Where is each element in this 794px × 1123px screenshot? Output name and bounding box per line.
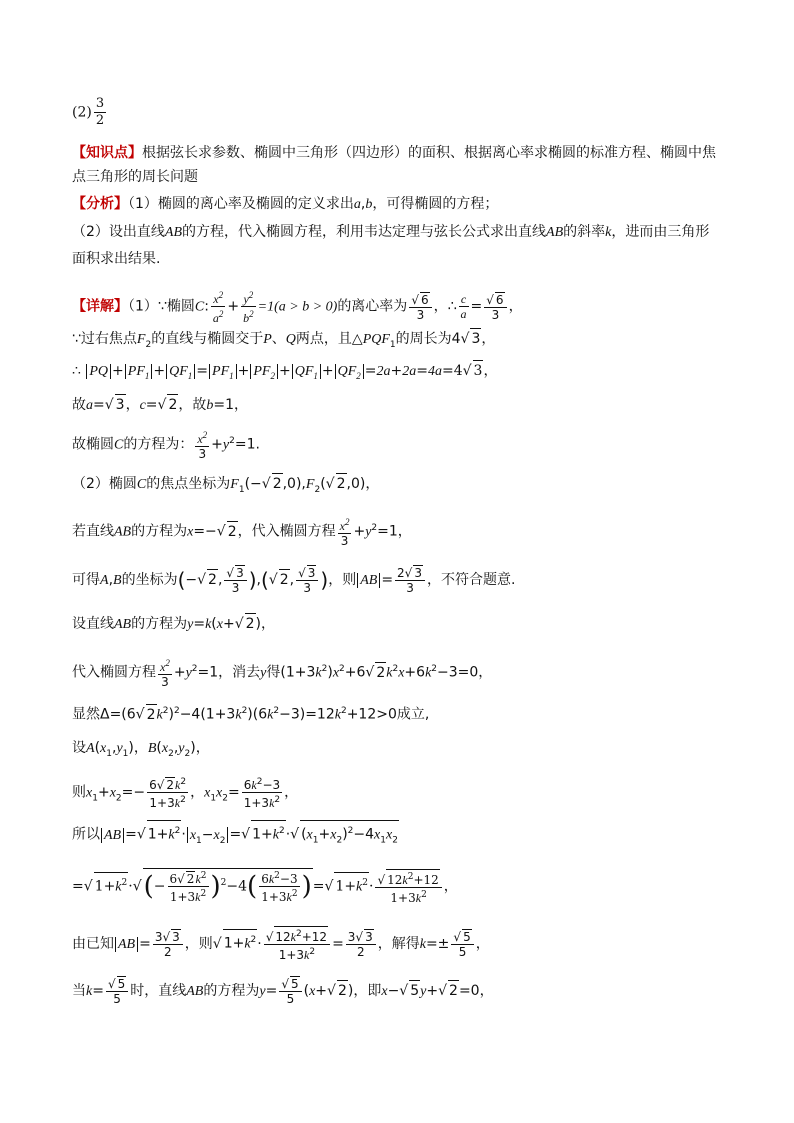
detail-line-15: =√ $1+k^2\cdot√(-$ $\frac{6√ 2k^2}{1+3k^2}$ )$^2$−4( $\frac{6k^2-3}{1+3k^2}$ )=√ $1+k^2\cdot$ $\frac{√ 12k^2+12}{1+3k^2}$ ， <box>72 868 458 905</box>
detail-line-9: 设直线AB的方程为y=k(x+√ 2)， <box>72 613 275 635</box>
part2-answer: (2) $\frac{3}{2}$ <box>72 96 105 128</box>
detail-line-4: 故a=√ 3，c=√ 2，故b=1， <box>72 394 248 416</box>
answer-fraction: $\frac{3}{2}$ <box>95 96 105 128</box>
detail-line-13: 则$x_1+x_2=-$ $\frac{6√ 2k^2}{1+3k^2}$ ，$x_1x_2=$ $\frac{6k^2-3}{1+3k^2}$ ， <box>72 777 299 810</box>
detail-line-1: 【详解】（1）∵椭圆C: $\frac{x^2}{a^2}$ + $\frac{y^2}{b^2}$ =1(a > b > 0)的离心率为 $\frac{√ 6}{3}$ ，∴ $\frac{c}{a}$ = $\frac{√ 6}{3}$ ， <box>72 290 523 325</box>
analysis-line-1: 【分析】（1）椭圆的离心率及椭圆的定义求出a,b，可得椭圆的方程； <box>72 196 499 212</box>
detail-line-2: ∵过右焦点$F_2$的直线与椭圆交于P、Q两点，且$\triangle PQF_1$的周长为4√ 3， <box>72 328 495 355</box>
detail-line-8: 可得A,B的坐标为(−√ 2, $\frac{√ 3}{3}$ ),(√ 2, $\frac{√ 3}{3}$ )，则 AB = $\frac{2√ 3}{3}$ ，不符合题意. <box>72 566 516 595</box>
detail-line-16: 由已知 AB = $\frac{3√ 3}{2}$ ，则√ $1+k^2\cdot$ $\frac{√ 12k^2+12}{1+3k^2}$ = $\frac{3√ 3}{2}$ ，解得k=± $\frac{√ 5}{5}$ ， <box>72 926 490 962</box>
knowledge-line-2: 点三角形的周长问题 <box>72 169 198 185</box>
detail-line-11: 显然Δ=(6√ $2k^2)^2-4(1+3k^2)(6k^2-3)=12k^2+12>0$成立, <box>72 701 429 726</box>
detail-line-17: 当k= $\frac{√ 5}{5}$ 时，直线AB的方程为y= $\frac{√ 5}{5}$ (x+√ 2)，即x−√ 5y+√ 2=0， <box>72 977 494 1006</box>
detail-line-5: 故椭圆C的方程为： $\frac{x^2}{3}$ $+y^2=1$. <box>72 430 260 461</box>
knowledge-line-1: 【知识点】根据弦长求参数、椭圆中三角形（四边形）的面积、根据离心率求椭圆的标准方程、椭圆中焦 <box>72 145 716 161</box>
analysis-line-2: （2）设出直线AB的方程，代入椭圆方程，利用韦达定理与弦长公式求出直线AB的斜率k，进而由三角形 <box>72 224 710 240</box>
detail-line-14: 所以 AB =√ $1+k^2\cdot x_1-x_2$ =√ $1+k^2\cdot√$ $(x_1+x_2)^2-4x_1x_2$ <box>72 820 399 850</box>
detail-line-7: 若直线AB的方程为x=−√ 2，代入椭圆方程 $\frac{x^2}{3}$ $+y^2=1$， <box>72 517 412 548</box>
detail-line-3: ∴ PQ + $PF_1 + QF_1 = PF_1 + PF_2 + QF_1 + QF_2 =2a+2a=4a=4√$ 3， <box>72 360 497 386</box>
detail-line-6: （2）椭圆C的焦点坐标为$F_1(-√$ $2,0),F_2(√$ 2,0)， <box>72 473 379 500</box>
detail-line-10: 代入椭圆方程 $\frac{x^2}{3}$ $+y^2=1$，消去y得$(1+3k^2)x^2+6√$ $2k^2x+6k^2-3=0$， <box>72 658 493 689</box>
analysis-line-3: 面积求出结果. <box>72 251 161 267</box>
detail-line-12: 设$A(x_1,y_1)$，$B(x_2,y_2)$， <box>72 740 210 759</box>
